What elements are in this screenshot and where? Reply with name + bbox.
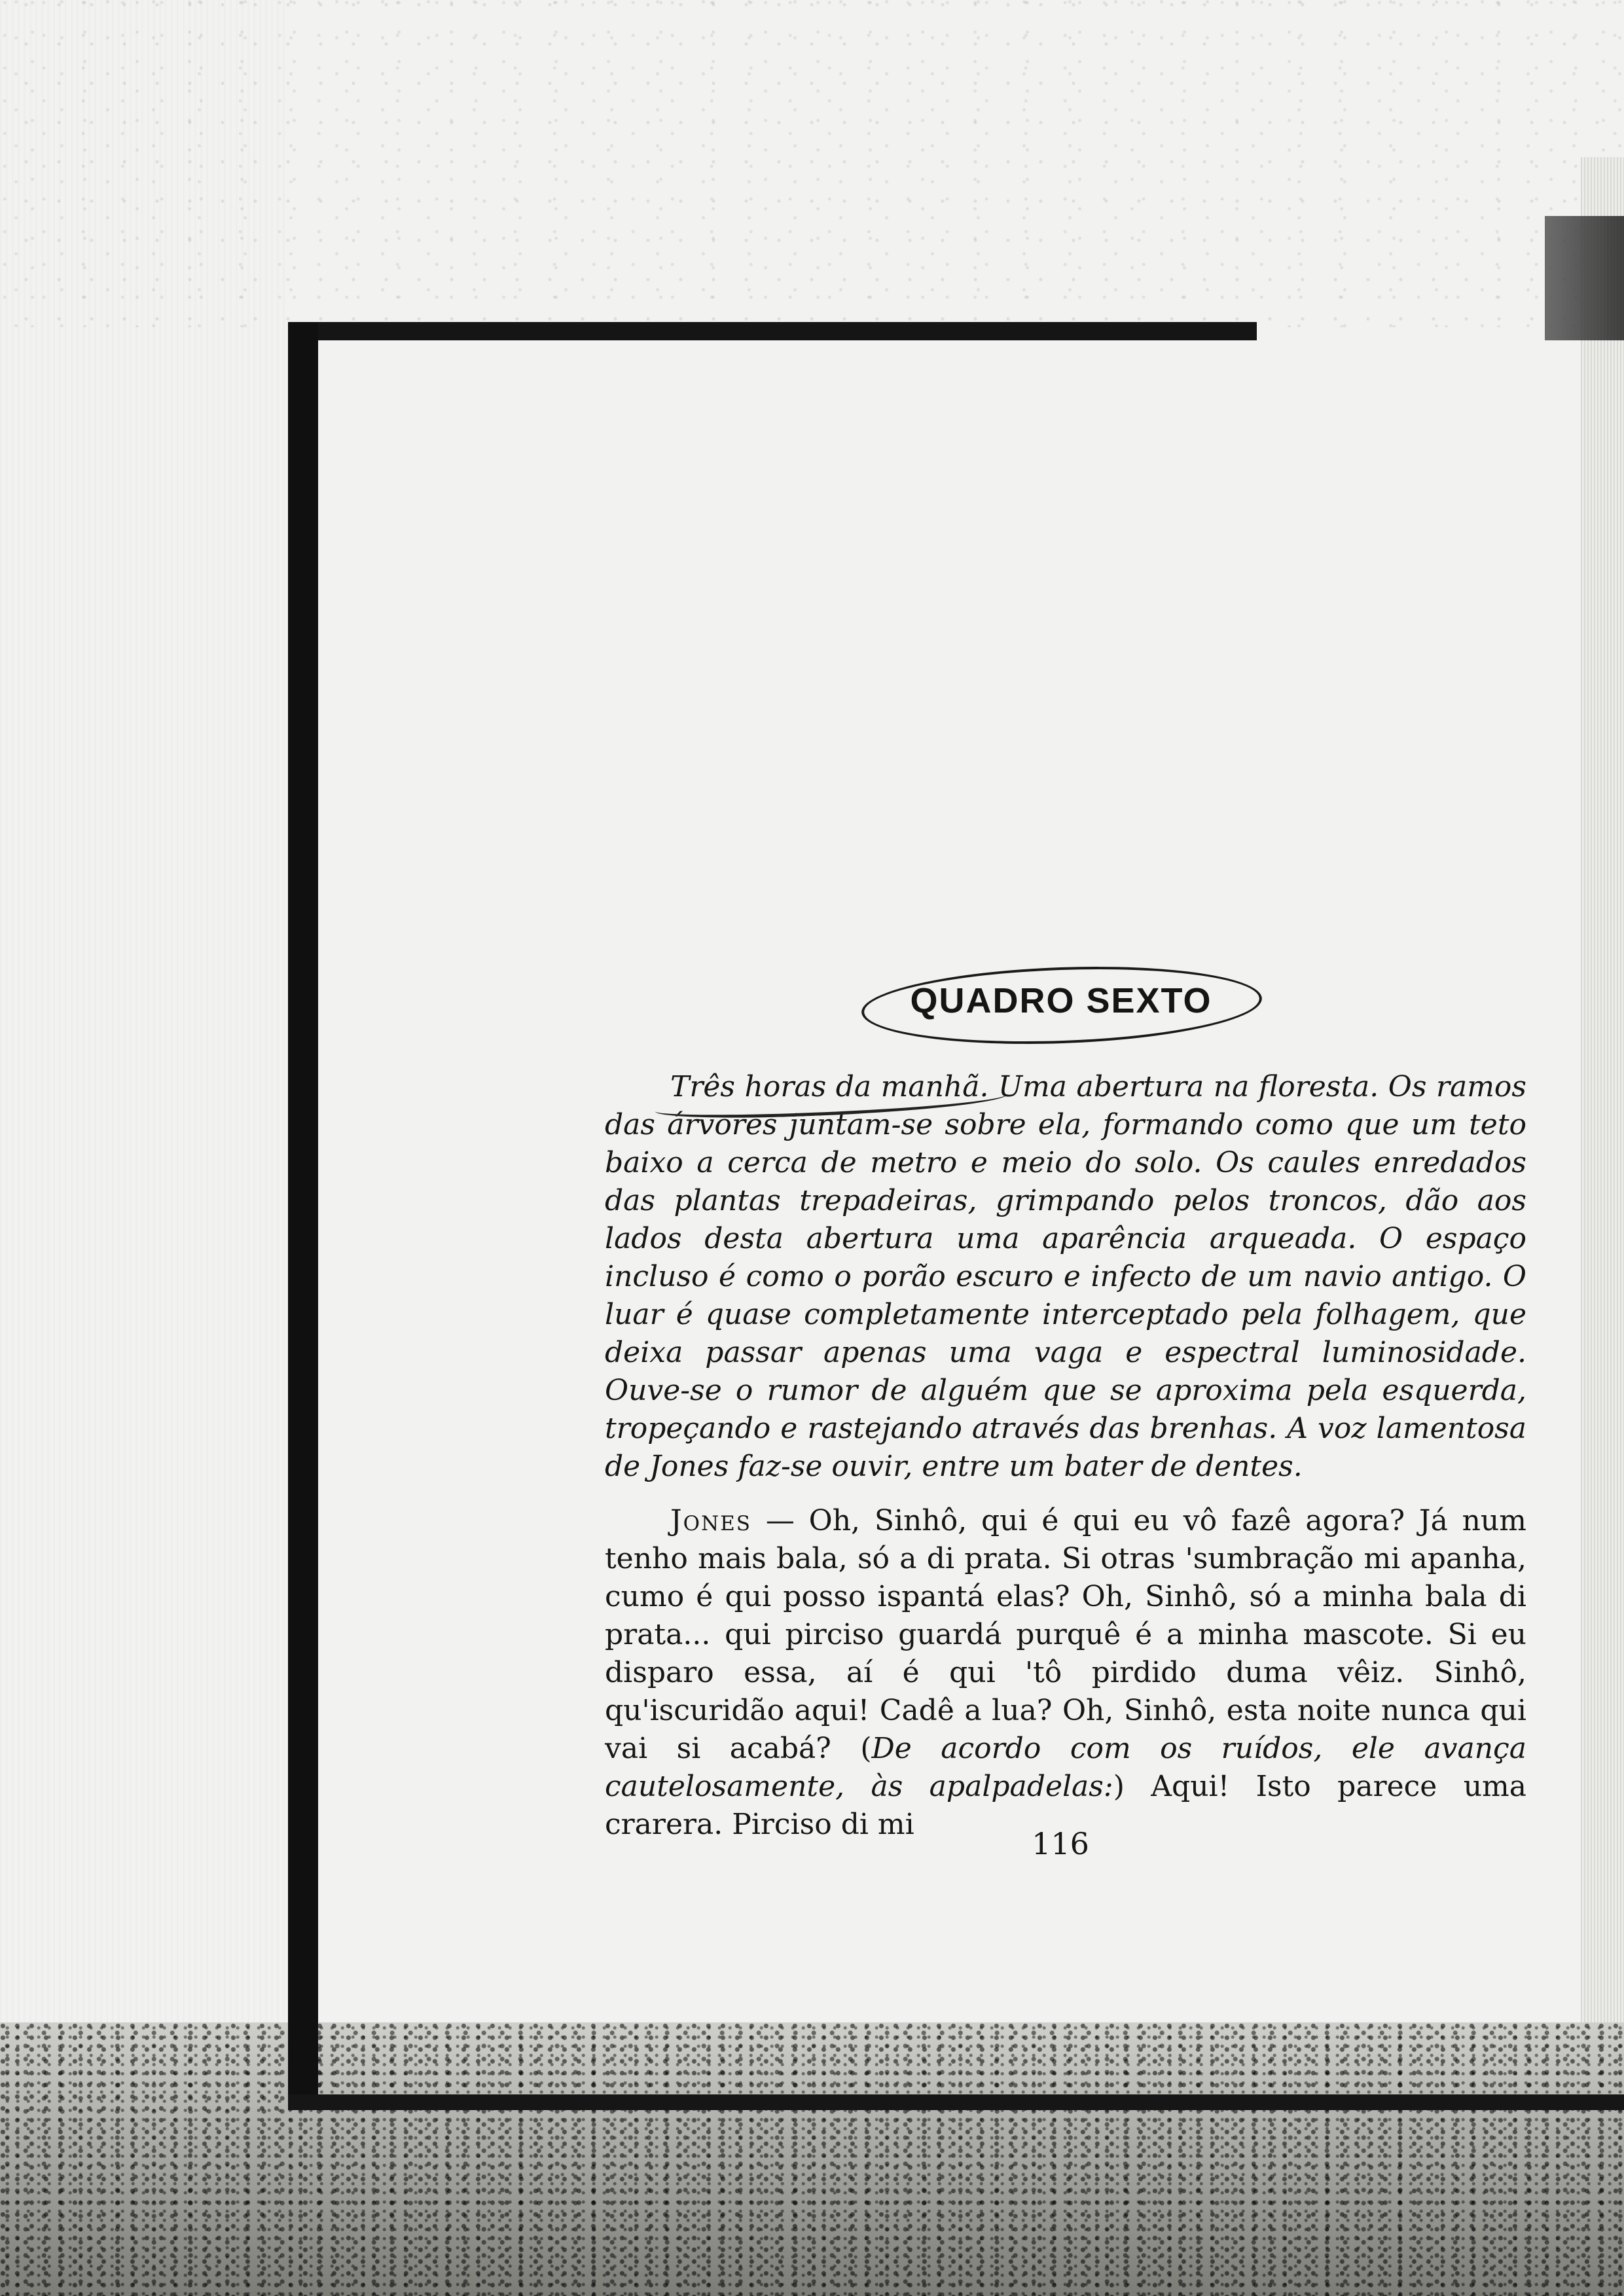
dialogue-paragraph [605, 1502, 1526, 1844]
page-frame-bottom [288, 2094, 1624, 2110]
dialogue-line-continued: ) Aqui! Isto parece uma crarera. Pirciso di mi [605, 1770, 1526, 1841]
heading-block [861, 967, 1261, 1043]
scan-noise-right [1581, 157, 1624, 2088]
scan-dark-corner [1545, 216, 1624, 340]
dialogue-line: — Oh, Sinhô, qui é qui eu vô fazê agora? Já num tenho mais bala, só a di prata. Si otras 'sumbração mi apanha, cumo é qui posso ispantá elas? Oh, Sinhô, só a minha bala di prata... qui pirciso guardá purquê é a minha mascote. Si eu disparo essa, aí é qui 'tô pirdido duma vêiz. Sinhô, qu'iscuridão aqui! Cadê a lua? Oh, Sinhô, esta noite nunca qui vai si acabá? ( [605, 1504, 1526, 1765]
page-frame-top [288, 322, 1257, 340]
stage-direction: Três horas da manhã. Uma abertura na floresta. Os ramos das árvores juntam-se sobre ela, formando como que um teto baixo a cerca de metro e meio do solo. Os caules enredados das plantas trepadeiras, grimpando pelos troncos, dão aos lados desta abertura uma aparência arqueada. O espaço incluso é como o porão escuro e infecto de um navio antigo. O luar é quase completamente interceptado pela folhagem, que deixa passar apenas uma vaga e espectral luminosidade. Ouve-se o rumor de alguém que se aproxima pela esquerda, tropeçando e rastejando através das brenhas. A voz lamentosa de Jones faz-se ouvir, entre um bater de dentes. [605, 1070, 1526, 1483]
page-frame-left [288, 322, 318, 2109]
inline-stage-direction: De acordo com os ruídos, ele avança cautelosamente, às apalpadelas: [605, 1732, 1526, 1803]
speaker-name: Jones [670, 1504, 752, 1537]
chapter-heading: QUADRO SEXTO [910, 981, 1212, 1020]
page-number: 116 [1032, 1826, 1089, 1861]
scan-noise-left [0, 0, 288, 2296]
scan-noise-bottom [0, 2022, 1624, 2296]
